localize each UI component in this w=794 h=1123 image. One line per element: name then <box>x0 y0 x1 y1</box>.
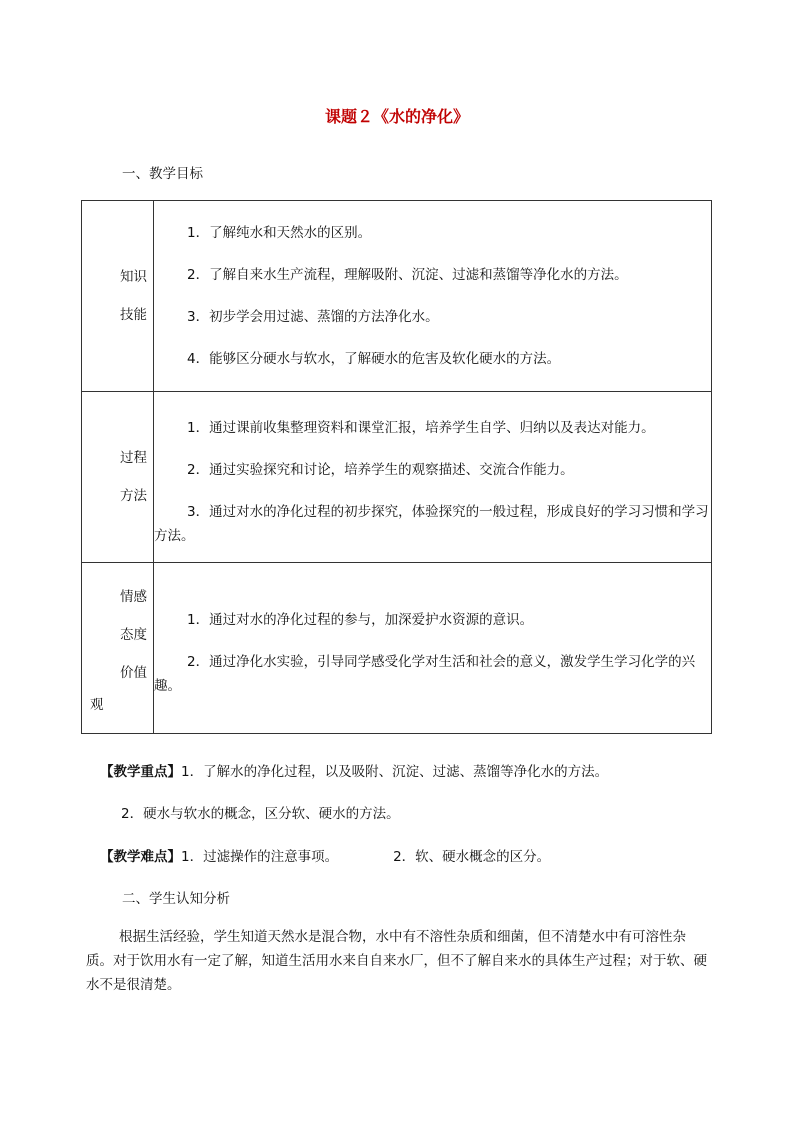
goals-content-cell <box>154 563 712 734</box>
goals-label-line: 知识 <box>120 269 147 285</box>
key-points-line <box>100 760 608 780</box>
goal-item: 2．通过净化水实验，引导同学感受化学对生活和社会的意义，激发学生学习化学的兴趣。 <box>154 653 696 694</box>
goals-label-line: 价值 <box>120 665 147 681</box>
difficulties-label: 【教学难点】 <box>100 849 181 865</box>
goals-label-cell <box>82 563 154 734</box>
goals-row-knowledge <box>82 201 712 392</box>
analysis-paragraph: 根据生活经验，学生知道天然水是混合物，水中有不溶性杂质和细菌，但不清楚水中有可溶性杂质。对于饮用水有一定了解，知道生活用水来自自来水厂，但不了解自来水的具体生产过程；对于软、硬水不是很清楚。 <box>86 929 707 993</box>
goals-label-cell <box>82 201 154 392</box>
goals-content-cell <box>154 392 712 563</box>
goal-item: 3．初步学会用过滤、蒸馏的方法净化水。 <box>187 309 439 325</box>
goal-item: 4．能够区分硬水与软水，了解硬水的危害及软化硬水的方法。 <box>187 351 561 367</box>
difficulties-line <box>100 845 720 865</box>
goal-item: 1．了解纯水和天然水的区别。 <box>187 225 372 241</box>
section-heading-cognition: 二、学生认知分析 <box>122 891 230 907</box>
goal-item: 2．了解自来水生产流程，理解吸附、沉淀、过滤和蒸馏等净化水的方法。 <box>187 267 628 283</box>
section-heading-teaching-goals: 一、教学目标 <box>122 166 203 182</box>
goals-label-line: 态度 <box>120 627 147 643</box>
goal-item: 3．通过对水的净化过程的初步探究，体验探究的一般过程，形成良好的学习习惯和学习方法。 <box>154 503 709 544</box>
goal-item: 1．通过对水的净化过程的参与，加深爱护水资源的意识。 <box>187 611 534 628</box>
goals-label-line: 过程 <box>120 450 147 466</box>
goals-label-line: 技能 <box>120 307 147 323</box>
goal-item: 1．通过课前收集整理资料和课堂汇报，培养学生自学、归纳以及表达对能力。 <box>187 419 655 436</box>
key-point-text: 2．硬水与软水的概念，区分软、硬水的方法。 <box>121 806 400 822</box>
goals-label-line: 情感 <box>120 589 147 605</box>
goals-content-cell <box>154 201 712 392</box>
goals-label-cell <box>82 392 154 563</box>
goals-label-line: 观 <box>90 697 104 713</box>
difficulty-text: 2．软、硬水概念的区分。 <box>393 849 551 865</box>
key-points-label: 【教学重点】 <box>100 764 181 780</box>
goal-item: 2．通过实验探究和讨论，培养学生的观察描述、交流合作能力。 <box>187 461 574 478</box>
goals-label-line: 方法 <box>120 488 147 504</box>
goals-row-attitude <box>82 563 712 734</box>
goals-row-process <box>82 392 712 563</box>
document-title: 课题２《水的净化》 <box>324 107 469 126</box>
key-point-text: 1．了解水的净化过程，以及吸附、沉淀、过滤、蒸馏等净化水的方法。 <box>181 764 609 780</box>
teaching-goals-table <box>81 200 712 734</box>
difficulty-text: 1．过滤操作的注意事项。 <box>181 849 339 865</box>
